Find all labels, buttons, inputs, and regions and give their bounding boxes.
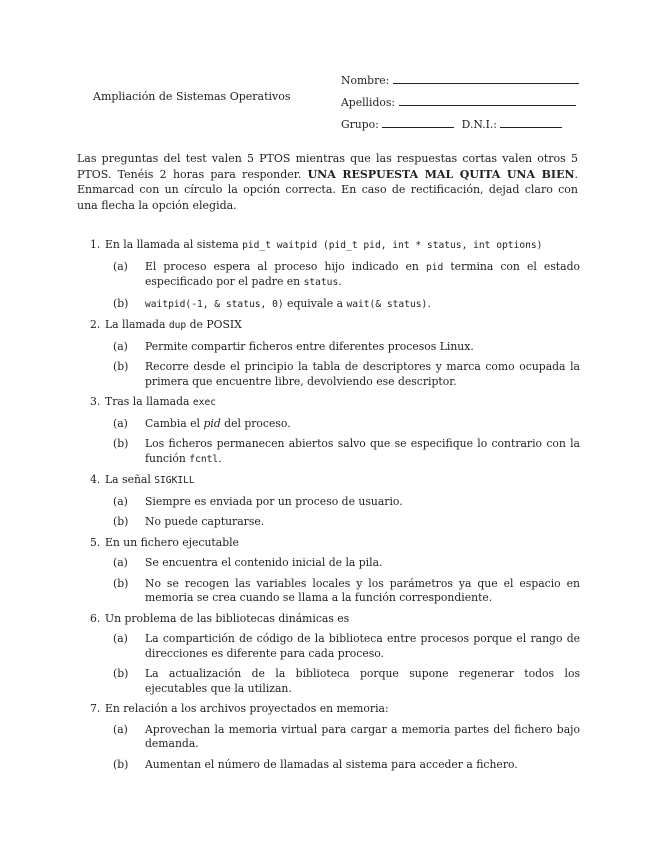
grupo-blank[interactable] [382,118,454,128]
question-7 [77,702,580,772]
option-emphasis: pid [203,416,221,430]
question-number: 2. [90,318,101,331]
option-letter: (b) [113,515,129,528]
question-6 [77,612,580,697]
stem-text: La llamada [105,318,169,331]
option-a[interactable] [105,340,580,355]
question-stem: En relación a los archivos proyectados en memoria: [105,702,389,715]
question-stem: Un problema de las bibliotecas dinámicas es [105,611,350,625]
question-stem [105,318,580,334]
apellidos-blank[interactable] [399,96,576,106]
option-text: No se recogen las variables locales y los parámetros ya que el espacio en memoria se crea cuando se llama a la función correspondiente. [145,576,580,604]
nombre-label: Nombre: [341,74,390,87]
option-text: Los ficheros permanecen abiertos salvo que se especifique lo contrario con la función [145,437,580,465]
stem-code: SIGKILL [154,475,195,486]
option-letter: (a) [113,259,128,273]
option-a[interactable] [105,556,580,571]
nombre-field[interactable] [341,74,579,87]
question-5 [77,536,580,606]
option-letter: (b) [113,360,129,373]
option-text: La compartición de código de la biblioteca entre procesos porque el rango de direcciones es diferente para cada proceso. [145,632,580,660]
option-letter: (b) [113,296,129,310]
option-b[interactable] [105,758,580,773]
option-a[interactable] [105,417,580,432]
stem-text: En la llamada al sistema [105,238,243,251]
option-text: Recorre desde el principio la tabla de descriptores y marca como ocupada la primera que encuentre libre, devolviendo ese descriptor. [145,360,580,388]
stem-text: Tras la llamada [105,395,193,408]
question-2 [77,318,580,389]
option-text: . [218,451,222,465]
option-code: waitpid(-1, & status, 0) [145,298,284,310]
option-text: Se encuentra el contenido inicial de la pila. [145,556,383,569]
apellidos-label: Apellidos: [341,96,396,109]
option-b[interactable] [105,577,580,606]
option-text: Cambia el [145,416,204,430]
option-letter: (a) [113,632,128,645]
dni-blank[interactable] [500,118,562,128]
option-code: fcntl [189,453,219,465]
instructions-text-2: . Enmarcad con un círculo la opción correcta. En caso de rectificación, dejad claro con una flecha la opción elegida. [77,167,579,212]
option-text: termina con el estado especificado por el padre en [145,259,580,288]
dni-label: D.N.I.: [461,118,497,131]
option-letter: (b) [113,437,129,450]
option-text: Siempre es enviada por un proceso de usuario. [145,494,403,508]
question-3 [77,395,580,467]
option-a[interactable] [105,632,580,661]
option-letter: (a) [113,722,128,736]
option-text: Permite compartir ficheros entre diferentes procesos Linux. [145,339,474,353]
option-a[interactable] [105,723,580,752]
stem-text: de POSIX [186,318,242,331]
question-number: 6. [90,611,101,625]
instructions [77,151,578,213]
question-number: 7. [90,702,101,715]
option-letter: (a) [113,339,128,353]
question-4 [77,473,580,530]
option-letter: (b) [113,576,129,590]
option-code: pid [425,261,444,273]
question-number: 3. [90,395,101,408]
option-b[interactable] [105,515,580,530]
option-letter: (a) [113,556,128,569]
grupo-label: Grupo: [341,118,379,131]
option-text: Aprovechan la memoria virtual para cargar a memoria partes del fichero bajo demanda. [145,722,580,750]
stem-text: La señal [105,473,155,486]
question-stem: En un fichero ejecutable [105,535,239,549]
option-text: equivale a [283,296,347,310]
apellidos-field[interactable] [341,96,576,109]
course-title: Ampliación de Sistemas Operativos [93,90,291,103]
option-a[interactable] [105,260,580,291]
option-letter: (a) [113,494,128,508]
question-number: 1. [90,238,101,251]
question-number: 5. [90,535,101,549]
option-text: El proceso espera al proceso hijo indicado en [145,259,426,273]
option-b[interactable] [105,297,580,313]
question-number: 4. [90,473,101,486]
option-b[interactable] [105,667,580,696]
question-stem [105,238,580,254]
option-b[interactable] [105,437,580,467]
option-text: No puede capturarse. [145,515,265,528]
stem-code: pid_t waitpid (pid_t pid, int * status, int options) [242,240,543,251]
instructions-warning: UNA RESPUESTA MAL QUITA UNA BIEN [307,167,575,181]
option-code: wait(& status) [346,298,428,310]
question-stem [105,473,580,489]
question-stem [105,395,580,411]
option-a[interactable] [105,495,580,510]
grupo-field[interactable] [341,118,562,131]
option-letter: (a) [113,416,128,430]
option-text: . [338,275,342,288]
option-letter: (b) [113,757,129,771]
option-text: . [427,296,431,310]
stem-code: dup [168,320,187,331]
option-text: Aumentan el número de llamadas al sistema para acceder a fichero. [145,757,518,771]
option-letter: (b) [113,667,129,680]
option-text: del proceso. [220,416,291,430]
instructions-text-1: Las preguntas del test valen 5 PTOS mientras que las respuestas cortas valen otros 5 PTOS. Tenéis 2 horas para responder. [77,152,578,181]
nombre-blank[interactable] [393,74,579,84]
question-1 [77,238,580,312]
option-b[interactable] [105,360,580,389]
question-list [77,238,580,778]
option-code: status [303,277,339,288]
stem-code: exec [192,397,217,408]
option-text: La actualización de la biblioteca porque supone regenerar todos los ejecutables que la utilizan. [145,667,580,695]
